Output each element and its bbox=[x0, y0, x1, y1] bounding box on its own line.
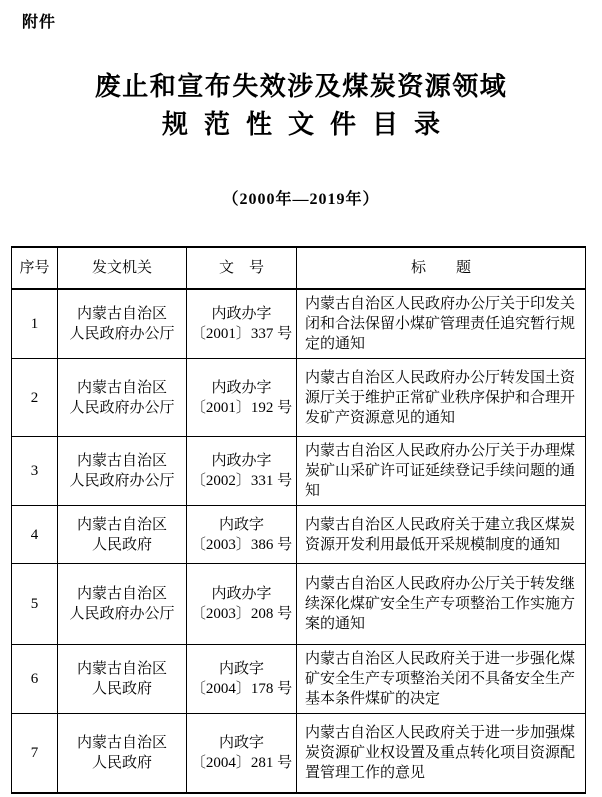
cell-line: 〔2001〕192 号 bbox=[190, 399, 293, 416]
cell-title: 内蒙古自治区人民政府关于建立我区煤炭资源开发利用最低开采规模制度的通知 bbox=[297, 506, 586, 564]
attachment-label: 附件 bbox=[22, 14, 57, 31]
cell-line: 人民政府办公厅 bbox=[69, 473, 175, 489]
cell-issuing-agency bbox=[58, 645, 187, 714]
title-line2: 规范性文件目录 bbox=[161, 110, 456, 139]
cell-line: 内政字 bbox=[218, 516, 264, 533]
cell-title: 内蒙古自治区人民政府关于进一步强化煤矿安全生产专项整治关闭不具备安全生产基本条件煤矿的决定 bbox=[297, 645, 586, 714]
column-header-issuing-agency: 发文机关 bbox=[58, 247, 187, 289]
column-header-title: 标 题 bbox=[297, 247, 586, 289]
table-row bbox=[12, 506, 586, 564]
cell-line: 内蒙古自治区 bbox=[76, 734, 167, 751]
cell-line: 人民政府 bbox=[91, 754, 152, 771]
cell-issuing-agency bbox=[58, 359, 187, 437]
cell-line: 内蒙古自治区 bbox=[76, 516, 167, 533]
cell-serial-no: 4 bbox=[12, 506, 58, 564]
column-header-doc-number: 文 号 bbox=[187, 247, 297, 289]
cell-serial-no: 2 bbox=[12, 359, 58, 437]
cell-title: 内蒙古自治区人民政府办公厅关于转发继续深化煤矿安全生产专项整治工作实施方案的通知 bbox=[297, 564, 586, 645]
cell-line: 〔2004〕178 号 bbox=[190, 681, 293, 697]
cell-serial-no: 3 bbox=[12, 437, 58, 506]
cell-line: 内政办字 bbox=[211, 379, 272, 396]
cell-issuing-agency bbox=[58, 506, 187, 564]
cell-serial-no: 6 bbox=[12, 645, 58, 714]
table-body bbox=[12, 289, 586, 793]
cell-issuing-agency bbox=[58, 714, 187, 793]
cell-doc-number bbox=[187, 289, 297, 359]
cell-line: 内蒙古自治区 bbox=[76, 306, 167, 322]
cell-title: 内蒙古自治区人民政府办公厅关于印发关闭和合法保留小煤矿管理责任追究暂行规定的通知 bbox=[297, 289, 586, 359]
table-row bbox=[12, 437, 586, 506]
cell-line: 内政字 bbox=[218, 661, 264, 677]
cell-line: 内蒙古自治区 bbox=[76, 661, 167, 677]
cell-line: 内政办字 bbox=[211, 306, 272, 322]
column-header-serial-no: 序号 bbox=[12, 247, 58, 289]
cell-line: 内蒙古自治区 bbox=[76, 379, 167, 396]
cell-doc-number bbox=[187, 564, 297, 645]
cell-line: 〔2003〕386 号 bbox=[190, 536, 293, 553]
title-line1: 废止和宣布失效涉及煤炭资源领域 bbox=[94, 72, 508, 101]
cell-serial-no: 5 bbox=[12, 564, 58, 645]
cell-line: 人民政府办公厅 bbox=[69, 606, 175, 622]
cell-line: 〔2003〕208 号 bbox=[190, 606, 293, 622]
cell-doc-number bbox=[187, 506, 297, 564]
cell-line: 人民政府办公厅 bbox=[69, 326, 175, 342]
cell-issuing-agency bbox=[58, 437, 187, 506]
table-header-row bbox=[12, 247, 586, 289]
cell-line: 内政办字 bbox=[211, 586, 272, 602]
table-row bbox=[12, 564, 586, 645]
cell-doc-number bbox=[187, 437, 297, 506]
cell-doc-number bbox=[187, 714, 297, 793]
cell-line: 〔2002〕331 号 bbox=[190, 473, 293, 489]
date-range-subtitle: （2000年—2019年） bbox=[222, 191, 380, 208]
cell-doc-number bbox=[187, 645, 297, 714]
document-table bbox=[11, 246, 586, 794]
cell-title: 内蒙古自治区人民政府关于进一步加强煤炭资源矿业权设置及重点转化项目资源配置管理工作的意见 bbox=[297, 714, 586, 793]
table-row bbox=[12, 645, 586, 714]
cell-title: 内蒙古自治区人民政府办公厅转发国土资源厅关于维护正常矿业秩序保护和合理开发矿产资源意见的通知 bbox=[297, 359, 586, 437]
document-title bbox=[0, 68, 602, 144]
cell-line: 人民政府 bbox=[91, 681, 152, 697]
cell-line: 人民政府办公厅 bbox=[69, 399, 175, 416]
table-row bbox=[12, 359, 586, 437]
cell-doc-number bbox=[187, 359, 297, 437]
table-header bbox=[12, 247, 586, 289]
cell-issuing-agency bbox=[58, 289, 187, 359]
cell-line: 〔2004〕281 号 bbox=[190, 754, 293, 771]
cell-issuing-agency bbox=[58, 564, 187, 645]
cell-line: 内政字 bbox=[218, 734, 264, 751]
cell-line: 人民政府 bbox=[91, 536, 152, 553]
table-row bbox=[12, 289, 586, 359]
cell-serial-no: 7 bbox=[12, 714, 58, 793]
cell-title: 内蒙古自治区人民政府办公厅关于办理煤炭矿山采矿许可证延续登记手续问题的通知 bbox=[297, 437, 586, 506]
cell-line: 〔2001〕337 号 bbox=[190, 326, 293, 342]
cell-serial-no: 1 bbox=[12, 289, 58, 359]
cell-line: 内蒙古自治区 bbox=[76, 453, 167, 469]
cell-line: 内蒙古自治区 bbox=[76, 586, 167, 602]
cell-line: 内政办字 bbox=[211, 453, 272, 469]
table-row bbox=[12, 714, 586, 793]
